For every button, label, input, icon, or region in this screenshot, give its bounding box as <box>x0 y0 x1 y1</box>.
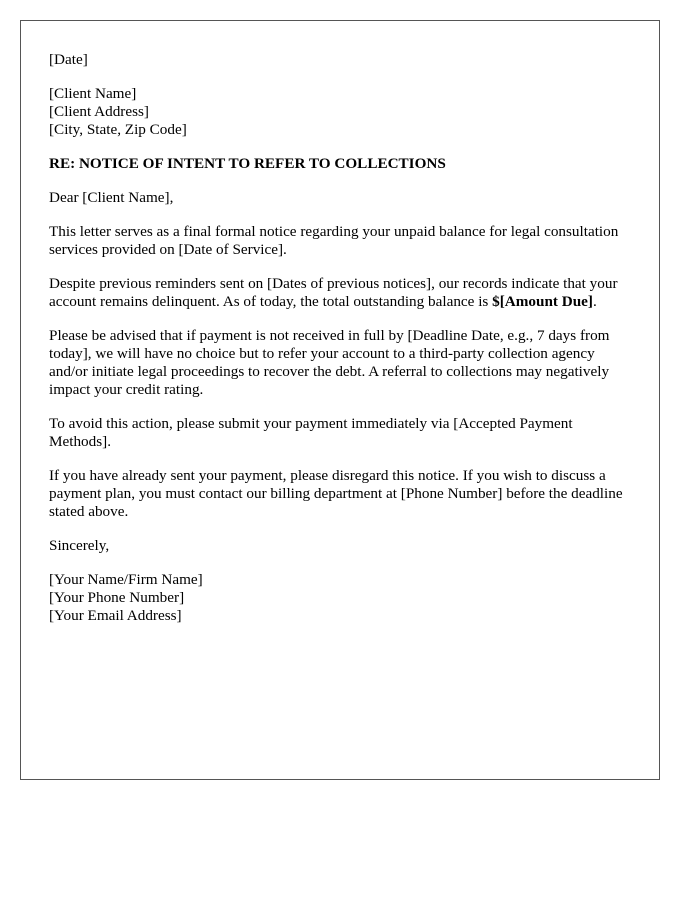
amount-due: $[Amount Due] <box>492 293 593 310</box>
paragraph-final-notice: This letter serves as a final formal notice regarding your unpaid balance for legal consultation services provided on [Date of Service]. <box>49 223 619 258</box>
letter-page <box>20 20 660 780</box>
date-text: [Date] <box>49 51 88 68</box>
paragraph-outstanding-balance <box>49 275 631 311</box>
sender-email: [Your Email Address] <box>49 607 182 624</box>
letter-date <box>49 51 631 69</box>
sender-signature-block <box>49 571 631 625</box>
sender-name: [Your Name/Firm Name] <box>49 571 203 588</box>
recipient-name: [Client Name] <box>49 85 137 102</box>
paragraph-collections-warning: Please be advised that if payment is not received in full by [Deadline Date, e.g., 7 days from today], we will have no choice but to refer your account to a third-party collection agency and/or initiate legal proceedings to recover the debt. A referral to collections may negatively impact your credit rating. <box>49 327 610 398</box>
paragraph-payment-request: To avoid this action, please submit your payment immediately via [Accepted Payment Methods]. <box>49 415 573 450</box>
balance-text-end: . <box>592 293 597 310</box>
recipient-address-block <box>49 85 631 139</box>
balance-text: Despite previous reminders sent on [Dates of previous notices], our records indicate that your account remains delinquent. As of today, the total outstanding balance is <box>49 275 618 310</box>
salutation: Dear [Client Name], <box>49 189 174 206</box>
recipient-city-state-zip: [City, State, Zip Code] <box>49 121 187 138</box>
sender-phone: [Your Phone Number] <box>49 589 185 606</box>
recipient-address: [Client Address] <box>49 103 149 120</box>
paragraph-payment-plan: If you have already sent your payment, please disregard this notice. If you wish to discuss a payment plan, you must contact our billing department at [Phone Number] before the deadline stated above. <box>49 467 623 520</box>
closing: Sincerely, <box>49 537 110 554</box>
subject-line: RE: NOTICE OF INTENT TO REFER TO COLLECTIONS <box>49 155 446 172</box>
